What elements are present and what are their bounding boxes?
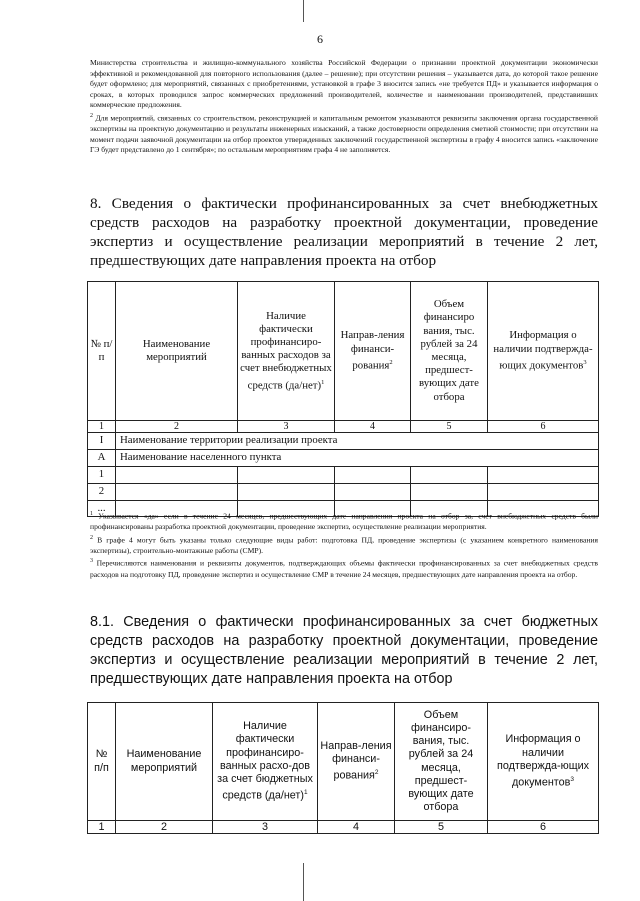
header-name: Наименование мероприятий xyxy=(116,282,238,421)
section-8-1-table xyxy=(87,702,599,834)
footnote-3: $^3$ Перечисляются наименования и реквизиты документов, подтверждающих объемы фактически профинансированных за счет внебюджетных средств расходов на подготовку ПД, проведение экспертиз и осуществление СМР в течение 24 месяцев, предшествующих дате направления проекта на отбор. xyxy=(90,558,598,579)
header-num: № п/п xyxy=(88,703,116,821)
footnote-2: $^2$ В графе 4 могут быть указаны только следующие виды работ: подготовка ПД, проведение экспертизы (с указанием конкретного наименования экспертизы), строительно-монтажные работы (СМР). xyxy=(90,534,598,555)
column-numbers-row: 1 2 3 4 5 6 xyxy=(88,821,599,834)
settlement-row: А Наименование населенного пункта xyxy=(88,450,599,467)
header-name: Наименование мероприятий xyxy=(116,703,213,821)
table-row: ... xyxy=(88,501,599,517)
table-row: 2 xyxy=(88,484,599,501)
table-header-row xyxy=(88,282,599,421)
section-8-footnotes xyxy=(90,509,598,580)
header-volume: Объем финансиро-вания, тыс. рублей за 24 месяца, предшест-вующих дате отбора xyxy=(395,703,488,821)
section-8-table xyxy=(87,281,599,517)
table-header-row xyxy=(88,703,599,821)
binding-line-bottom xyxy=(303,863,304,901)
header-direction: Направ-ления финанси-рования$^2$ xyxy=(335,282,411,421)
header-num: № п/п xyxy=(88,282,116,421)
header-financed: Наличие фактически профинансиро-ванных расхо-дов за счет бюджетных средств $(да/нет)^1$ xyxy=(213,703,318,821)
table-row: 1 xyxy=(88,467,599,484)
header-documents: Информация о наличии подтвержда-ющих документов$^3$ xyxy=(488,282,599,421)
section-8-1-heading: 8.1. Сведения о фактически профинансированных за счет бюджетных средств расходов на разработку проектной документации, проведение экспертиз и осуществление реализации мероприятий в течение 2 лет, предшествующих дате направления проекта на отбор xyxy=(90,614,598,687)
footnote-top-2: $^2$ Для мероприятий, связанных со строительством, реконструкцией и капитальным ремонтом указываются реквизиты заключения органа государственной экспертизы на проектную документацию и результаты инженерных изысканий, а также достоверности определения сметной стоимости; при отсутствии на момент подачи заявочной документации на отбор проектов утвержденных заключений государственной экспертизы в графу 4 вносится запись «заключение ГЭ будет представлено до 1 сентября»; по остальным мероприятиям графа 4 не заполняется. xyxy=(90,112,598,155)
header-direction: Направ-ления финанси-рования$^2$ xyxy=(318,703,395,821)
header-volume: Объем финансиро вания, тыс. рублей за 24 месяца, предшест-вующих дате отбора xyxy=(411,282,488,421)
footnote-1: $^1$ Указывается «да» если в течение 24 месяцев, предшествующих дате направления проекта на отбор за, счет внебюджетных средств были профинансированы разработка проектной документации, проведение экспертиз, осуществление реализации мероприятия. xyxy=(90,511,598,532)
footnotes-top xyxy=(90,58,598,156)
section-8-heading: 8. Сведения о фактически профинансированных за счет внебюджетных средств расходов на разработку проектной документации, проведение экспертиз и осуществление реализации мероприятий в течение 2 лет, предшествующих дате направления проекта на отбор xyxy=(90,195,598,269)
column-numbers-row: 1 2 3 4 5 6 xyxy=(88,421,599,433)
page-number: 6 xyxy=(317,32,323,46)
footnote-continued: Министерства строительства и жилищно-коммунального хозяйства Российской Федерации о признании проектной документации экономически эффективной и рекомендованной для повторного использования (далее – решение); при отсутствии решения – указывается дата, до которой такое решение будет оформлено; для мероприятий, связанных с приобретениями, установкой в графе 3 вносится запись «не требуется ПД» и указывается информация о сроках, в которых проводился запрос коммерческих предложений производителей, количестве и наименовании производителей, представивших коммерческие предложения. xyxy=(90,58,598,110)
binding-line-top xyxy=(303,0,304,22)
header-documents: Информация о наличии подтвержда-ющих документов$^3$ xyxy=(488,703,599,821)
territory-row: I Наименование территории реализации проекта xyxy=(88,433,599,450)
header-financed: Наличие фактически профинансиро-ванных расходов за счет внебюджетных средств $(да/нет)^1$ xyxy=(238,282,335,421)
